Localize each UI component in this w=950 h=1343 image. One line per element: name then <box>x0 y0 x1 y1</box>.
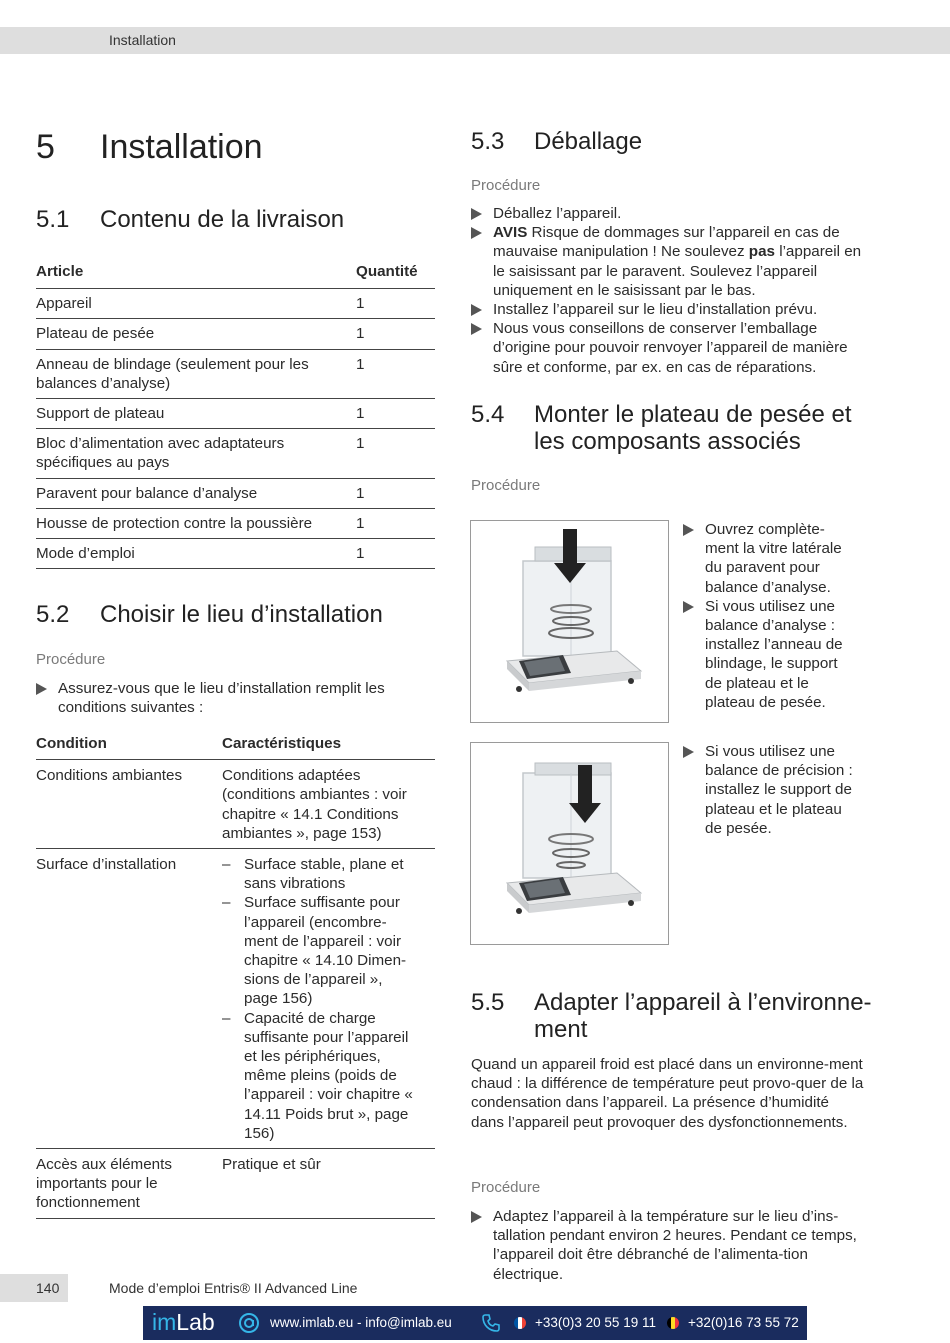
table-row <box>36 289 435 319</box>
procedure-list <box>471 204 871 377</box>
step-text: Ouvrez complète-ment la vitre latérale du paravent pour balance d’analyse. <box>705 521 842 596</box>
balance-illustration <box>471 521 668 722</box>
list-item <box>471 223 871 300</box>
section-5-4-title-2: les composants associés <box>534 428 801 455</box>
procedure-label: Procédure <box>471 177 541 194</box>
procedure-label: Procédure <box>471 477 541 494</box>
balance-illustration <box>471 743 668 944</box>
procedure-list <box>683 520 858 712</box>
condition-cell: Conditions ambiantes <box>36 760 222 849</box>
table-row <box>36 319 435 349</box>
section-5-4-number: 5.4 <box>471 401 505 428</box>
item-text: Capacité de charge suffisante pour l’appareil et les périphériques, même pleins (poids de l’appareil : voir chapitre « 14.11 Poids brut », page 156) <box>244 1009 413 1142</box>
balance-image-analytical <box>470 520 669 723</box>
phone-belgium: +32(0)16 73 55 72 <box>688 1315 799 1330</box>
procedure-list <box>471 1207 866 1284</box>
arrow-icon <box>36 683 47 695</box>
article-cell: Support de plateau <box>36 399 356 429</box>
list-item <box>36 679 416 717</box>
item-text: Surface stable, plane et sans vibrations <box>244 856 404 893</box>
belgium-flag-icon <box>667 1317 679 1329</box>
qty-cell: 1 <box>356 539 435 569</box>
section-5-2-title: Choisir le lieu d’installation <box>100 601 383 628</box>
arrow-icon <box>471 208 482 220</box>
section-5-1-title: Contenu de la livraison <box>100 206 345 233</box>
qty-cell: 1 <box>356 319 435 349</box>
chapter-number: 5 <box>36 128 55 166</box>
step-text: Si vous utilisez une balance de précision : installez le support de plateau et le plateau de pesée. <box>705 743 853 837</box>
col-characteristics: Caractéristiques <box>222 731 435 760</box>
section-5-3-title: Déballage <box>534 128 643 155</box>
table-row <box>36 508 435 538</box>
list-item <box>222 855 413 893</box>
imlab-logo <box>152 1309 215 1336</box>
arrow-icon <box>683 601 694 613</box>
arrow-icon <box>683 746 694 758</box>
arrow-icon <box>471 304 482 316</box>
table-row <box>36 849 435 1149</box>
procedure-list <box>683 742 858 838</box>
arrow-icon <box>471 1211 482 1223</box>
arrow-icon <box>471 323 482 335</box>
step-text: Nous vous conseillons de conserver l’emballage d’origine pour pouvoir renvoyer l’appareil de manière sûre et conforme, par ex. en cas de réparations. <box>493 320 848 376</box>
table-row <box>36 399 435 429</box>
table-row <box>36 429 435 478</box>
list-item <box>222 1009 413 1143</box>
step-text: Risque de dommages sur l’appareil en cas de mauvaise manipulation ! Ne soulevez <box>493 224 840 261</box>
qty-cell: 1 <box>356 289 435 319</box>
list-item <box>683 597 858 712</box>
location-table <box>36 731 435 1219</box>
article-cell: Bloc d’alimentation avec adaptateurs spécifiques au pays <box>36 429 356 478</box>
list-item <box>471 1207 866 1284</box>
col-condition: Condition <box>36 731 222 760</box>
characteristic-cell: Pratique et sûr <box>222 1149 435 1219</box>
step-text: Adaptez l’appareil à la température sur le lieu d’ins-tallation pendant environ 2 heures. Pendant ce temps, l’appareil doit être débranché de l’alimenta-tion électrique. <box>493 1208 857 1283</box>
characteristic-cell <box>222 849 435 1149</box>
qty-cell: 1 <box>356 478 435 508</box>
article-cell: Anneau de blindage (seulement pour les balances d’analyse) <box>36 349 356 398</box>
page-number: 140 <box>36 1280 60 1296</box>
phone-icon <box>481 1313 501 1333</box>
section-5-5-title-1: Adapter l’appareil à l’environne- <box>534 989 872 1016</box>
article-cell: Mode d’emploi <box>36 539 356 569</box>
procedure-label: Procédure <box>471 1179 541 1196</box>
avis-label: AVIS <box>493 224 528 242</box>
qty-cell: 1 <box>356 429 435 478</box>
qty-cell: 1 <box>356 399 435 429</box>
section-5-5-number: 5.5 <box>471 989 505 1016</box>
section-5-4-title-1: Monter le plateau de pesée et <box>534 401 852 428</box>
dash-list <box>222 855 413 1143</box>
item-text: Surface suffisante pour l’appareil (encombre-ment de l’appareil : voir chapitre « 14.10 Dimen-sions de l’appareil », page 156) <box>244 894 407 1008</box>
logo-lab: Lab <box>176 1309 215 1335</box>
article-cell: Housse de protection contre la poussière <box>36 508 356 538</box>
arrow-icon <box>683 524 694 536</box>
document-title: Mode d’emploi Entris® II Advanced Line <box>109 1280 358 1296</box>
emphasis-text: pas <box>748 243 775 261</box>
qty-cell: 1 <box>356 349 435 398</box>
list-item <box>222 893 413 1008</box>
section-5-1-number: 5.1 <box>36 206 70 233</box>
col-article: Article <box>36 259 356 289</box>
col-quantity: Quantité <box>356 259 435 289</box>
list-item <box>683 742 858 838</box>
delivery-table <box>36 259 435 569</box>
article-cell: Plateau de pesée <box>36 319 356 349</box>
imlab-banner <box>143 1306 807 1340</box>
logo-im: im <box>152 1309 177 1335</box>
article-cell: Paravent pour balance d’analyse <box>36 478 356 508</box>
list-item <box>471 204 871 223</box>
france-flag-icon <box>514 1317 526 1329</box>
qty-cell: 1 <box>356 508 435 538</box>
step-text: Installez l’appareil sur le lieu d’installation prévu. <box>493 301 818 319</box>
balance-image-precision <box>470 742 669 945</box>
header-section: Installation <box>109 32 176 48</box>
list-item <box>471 300 871 319</box>
table-row <box>36 1149 435 1219</box>
procedure-list <box>36 679 416 717</box>
step-text: Si vous utilisez une balance d’analyse : installez l’anneau de blindage, le support de plateau et le plateau de pesée. <box>705 597 843 711</box>
table-row <box>36 539 435 569</box>
dash-bullet: – <box>222 856 231 874</box>
condition-cell: Surface d’installation <box>36 849 222 1149</box>
table-row <box>36 478 435 508</box>
at-icon <box>238 1312 260 1334</box>
list-item <box>683 520 858 597</box>
procedure-label: Procédure <box>36 651 106 668</box>
phone-france: +33(0)3 20 55 19 11 <box>535 1315 656 1330</box>
table-row <box>36 760 435 849</box>
list-item <box>471 319 871 377</box>
arrow-icon <box>471 227 482 239</box>
dash-bullet: – <box>222 1009 231 1027</box>
article-cell: Appareil <box>36 289 356 319</box>
chapter-title: Installation <box>100 128 263 166</box>
paragraph: Quand un appareil froid est placé dans un environne-ment chaud : la différence de température peut provo-quer de la condensation dans l’appareil. La présence d’humidité dans l’appareil peut provoquer des dysfonctionnements. <box>471 1056 864 1131</box>
section-5-5-title-2: ment <box>534 1016 588 1043</box>
step-text: l’appareil en le saisissant par le paravent. Soulevez l’appareil uniquement en le saisissant par le bas. <box>493 243 862 299</box>
table-row <box>36 349 435 398</box>
dash-bullet: – <box>222 894 231 912</box>
characteristic-cell: Conditions adaptées (conditions ambiantes : voir chapitre « 14.1 Conditions ambiantes », page 153) <box>222 760 435 849</box>
section-5-2-number: 5.2 <box>36 601 70 628</box>
step-text: Déballez l’appareil. <box>493 205 622 222</box>
condition-cell: Accès aux éléments importants pour le fonctionnement <box>36 1149 222 1219</box>
section-5-3-number: 5.3 <box>471 128 505 155</box>
website-email: www.imlab.eu - info@imlab.eu <box>270 1315 452 1330</box>
step-text: Assurez-vous que le lieu d’installation remplit les conditions suivantes : <box>58 680 385 717</box>
